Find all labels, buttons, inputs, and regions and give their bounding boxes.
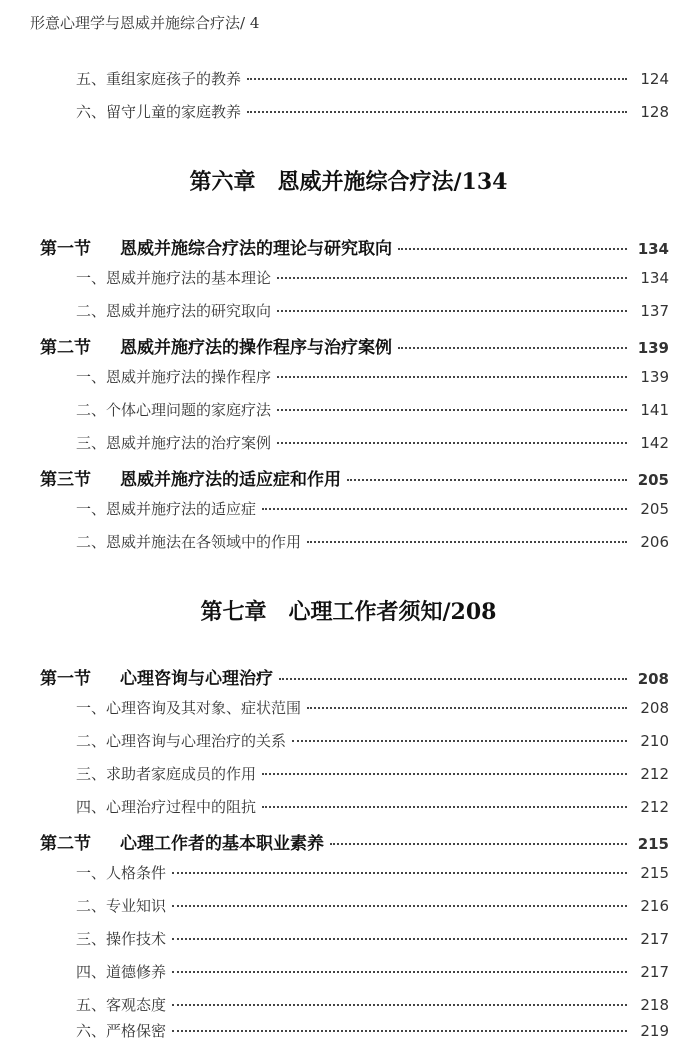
toc-entry[interactable] <box>0 961 697 982</box>
dot-leader <box>277 409 627 411</box>
chapter-heading[interactable] <box>0 165 697 196</box>
toc-entry-label: 一、恩威并施疗法的操作程序 <box>76 368 272 386</box>
toc-entry[interactable] <box>0 697 697 718</box>
section-title: 心理工作者的基本职业素养 <box>120 834 324 854</box>
toc-entry-label: 二、恩威并施法在各领域中的作用 <box>76 533 302 551</box>
dot-leader <box>398 248 627 250</box>
toc-entry[interactable] <box>0 101 697 122</box>
section-title: 恩威并施疗法的适应症和作用 <box>120 470 341 490</box>
chapter-number: 第七章 <box>200 599 267 625</box>
dot-leader <box>292 740 627 742</box>
toc-entry-label: 五、重组家庭孩子的教养 <box>76 70 242 88</box>
dot-leader <box>307 541 627 543</box>
toc-entry[interactable] <box>0 531 697 552</box>
toc-entry-page: 137 <box>640 302 669 320</box>
toc-entry-label: 五、客观态度 <box>76 996 167 1014</box>
toc-entry[interactable] <box>0 399 697 420</box>
toc-entry-label: 一、人格条件 <box>76 864 167 882</box>
dot-leader <box>307 707 627 709</box>
dot-leader <box>277 277 627 279</box>
section-number: 第二节 <box>40 834 91 854</box>
chapter-number: 第六章 <box>189 169 256 195</box>
toc-entry[interactable] <box>0 994 697 1015</box>
toc-entry-page: 210 <box>640 732 669 750</box>
toc-entry[interactable] <box>0 300 697 321</box>
dot-leader <box>330 843 627 845</box>
toc-section[interactable] <box>0 465 697 490</box>
section-page: 139 <box>637 339 669 357</box>
toc-entry[interactable] <box>0 432 697 453</box>
toc-entry[interactable] <box>0 895 697 916</box>
toc-entry[interactable] <box>0 928 697 949</box>
dot-leader <box>172 1030 627 1032</box>
toc-section[interactable] <box>0 664 697 689</box>
toc-entry-label: 三、求助者家庭成员的作用 <box>76 765 257 783</box>
dot-leader <box>279 678 627 680</box>
dot-leader <box>277 442 627 444</box>
toc-entry-label: 六、严格保密 <box>76 1022 167 1040</box>
chapter-heading[interactable] <box>0 595 697 626</box>
toc-entry[interactable] <box>0 796 697 817</box>
toc-entry-page: 215 <box>640 864 669 882</box>
toc-entry-label: 六、留守儿童的家庭教养 <box>76 103 242 121</box>
dot-leader <box>347 479 627 481</box>
section-number: 第一节 <box>40 239 91 259</box>
dot-leader <box>247 78 627 80</box>
toc-section[interactable] <box>0 829 697 854</box>
dot-leader <box>262 806 627 808</box>
dot-leader <box>172 1004 627 1006</box>
toc-entry-page: 128 <box>640 103 669 121</box>
toc-entry-page: 217 <box>640 930 669 948</box>
toc-entry-label: 四、道德修养 <box>76 963 167 981</box>
toc-entry-page: 205 <box>640 500 669 518</box>
toc-entry-page: 217 <box>640 963 669 981</box>
toc-entry-page: 218 <box>640 996 669 1014</box>
toc-entry[interactable] <box>0 1020 697 1041</box>
toc-entry-label: 三、恩威并施疗法的治疗案例 <box>76 434 272 452</box>
toc-section[interactable] <box>0 234 697 259</box>
toc-entry-page: 142 <box>640 434 669 452</box>
toc-entry-page: 141 <box>640 401 669 419</box>
dot-leader <box>172 971 627 973</box>
toc-entry-label: 二、专业知识 <box>76 897 167 915</box>
toc-entry[interactable] <box>0 498 697 519</box>
dot-leader <box>277 310 627 312</box>
section-number: 第二节 <box>40 338 91 358</box>
dot-leader <box>172 872 627 874</box>
section-page: 134 <box>637 240 669 258</box>
toc-entry-label: 四、心理治疗过程中的阻抗 <box>76 798 257 816</box>
section-page: 215 <box>637 835 669 853</box>
toc-entry-page: 208 <box>640 699 669 717</box>
running-header: 形意心理学与恩威并施综合疗法/ 4 <box>30 14 260 32</box>
section-page: 208 <box>637 670 669 688</box>
chapter-title: 心理工作者须知/208 <box>288 599 497 625</box>
dot-leader <box>262 508 627 510</box>
toc-entry[interactable] <box>0 763 697 784</box>
dot-leader <box>247 111 627 113</box>
toc-entry-page: 124 <box>640 70 669 88</box>
toc-entry-page: 212 <box>640 798 669 816</box>
dot-leader <box>262 773 627 775</box>
toc-entry-page: 216 <box>640 897 669 915</box>
toc-entry[interactable] <box>0 730 697 751</box>
dot-leader <box>172 938 627 940</box>
toc-entry-page: 219 <box>640 1022 669 1040</box>
toc-entry-label: 三、操作技术 <box>76 930 167 948</box>
section-title: 恩威并施疗法的操作程序与治疗案例 <box>120 338 392 358</box>
chapter-title: 恩威并施综合疗法/134 <box>277 169 508 195</box>
toc-entry-label: 一、心理咨询及其对象、症状范围 <box>76 699 302 717</box>
section-number: 第一节 <box>40 669 91 689</box>
toc-entry[interactable] <box>0 366 697 387</box>
toc-entry-label: 一、恩威并施疗法的基本理论 <box>76 269 272 287</box>
toc-section[interactable] <box>0 333 697 358</box>
dot-leader <box>398 347 627 349</box>
dot-leader <box>172 905 627 907</box>
toc-entry[interactable] <box>0 267 697 288</box>
section-number: 第三节 <box>40 470 91 490</box>
toc-entry-page: 134 <box>640 269 669 287</box>
toc-entry-label: 二、个体心理问题的家庭疗法 <box>76 401 272 419</box>
toc-entry[interactable] <box>0 68 697 89</box>
toc-entry-page: 212 <box>640 765 669 783</box>
dot-leader <box>277 376 627 378</box>
section-title: 心理咨询与心理治疗 <box>120 669 273 689</box>
section-title: 恩威并施综合疗法的理论与研究取向 <box>120 239 392 259</box>
toc-entry[interactable] <box>0 862 697 883</box>
section-page: 205 <box>637 471 669 489</box>
toc-entry-label: 二、恩威并施疗法的研究取向 <box>76 302 272 320</box>
toc-entry-label: 一、恩威并施疗法的适应症 <box>76 500 257 518</box>
toc-entry-page: 206 <box>640 533 669 551</box>
toc-entry-page: 139 <box>640 368 669 386</box>
toc-entry-label: 二、心理咨询与心理治疗的关系 <box>76 732 287 750</box>
